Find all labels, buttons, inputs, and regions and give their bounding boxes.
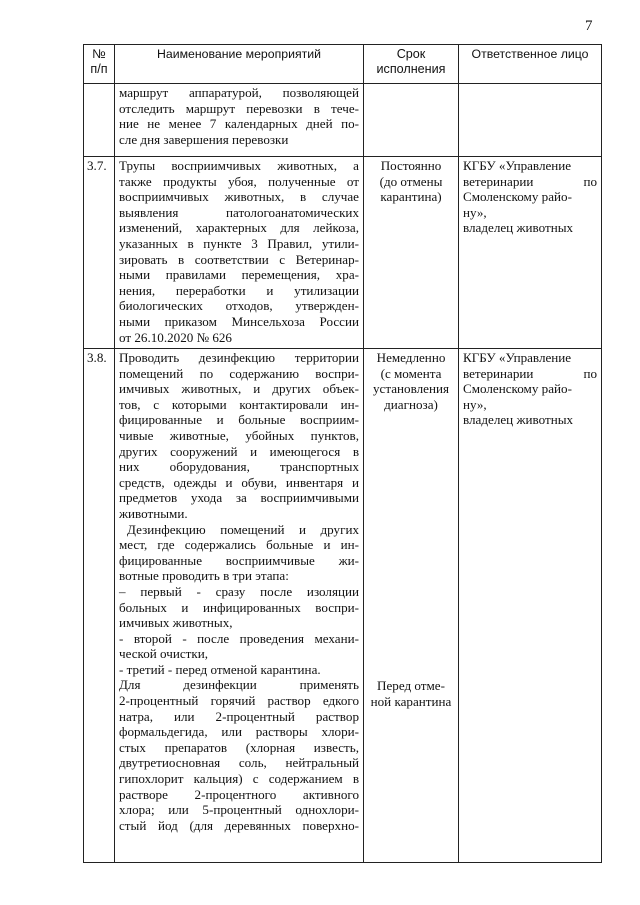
text-line: средств, одежды и обуви, инвентаря и [119, 474, 359, 490]
cell-measure-text [115, 349, 364, 863]
text-line: ными правилами перемещения, хра- [119, 267, 359, 283]
term-line: установления [373, 381, 449, 397]
text-line: – первый - сразу после изоляции [119, 583, 359, 599]
text-line: Для дезинфекции применять [119, 677, 359, 693]
responsible-line: КГБУ «Управление [463, 350, 572, 365]
text-line: помещений по содержанию воспри- [119, 365, 359, 381]
term-line: Немедленно [376, 350, 446, 365]
text-line: указанных в пункте 3 Правил, утили- [119, 235, 359, 251]
responsible-line: Смоленскому райо- [463, 189, 572, 205]
text-line: также продукты убоя, полученные от [119, 173, 359, 189]
text-line: других сооружений и имеющегося в [119, 443, 359, 459]
term-line: Постоянно [380, 158, 442, 173]
table-row-3-8 [84, 349, 602, 863]
text-line: гипохлорит кальция) с содержанием в [119, 771, 359, 787]
text-line: стых препаратов (хлорная известь, [119, 739, 359, 755]
page-number: 7 [585, 18, 593, 34]
text-line: Трупы восприимчивых животных, а [119, 158, 359, 173]
cell-number [84, 84, 115, 157]
text-line: от 26.10.2020 № 626 [119, 329, 232, 345]
header-term: Срок исполнения [364, 45, 459, 84]
header-responsible: Ответственное лицо [459, 45, 602, 84]
text-line: фицированные восприимчивые жи- [119, 552, 359, 568]
cell-number: 3.8. [84, 349, 115, 863]
responsible-line: КГБУ «Управление [463, 158, 572, 173]
cell-responsible [459, 349, 602, 863]
text-line: мест, где содержались больные и ин- [119, 537, 359, 553]
text-line: ческой очистки, [119, 646, 209, 662]
measures-table [83, 44, 602, 863]
text-line: них оборудования, транспортных [119, 459, 359, 475]
text-line: хлора; или 5-процентный однохлори- [119, 802, 359, 818]
text-line: выявления патологоанатомических [119, 204, 359, 220]
cell-term [364, 84, 459, 157]
text-line: фицированные и больные восприим- [119, 412, 359, 428]
text-line: - третий - перед отменой карантина. [119, 661, 321, 677]
cell-term [364, 349, 459, 863]
text-line: ние не менее 7 календарных дней по- [119, 116, 359, 132]
text-line: - второй - после проведения механи- [119, 630, 359, 646]
text-line: больных и инфицированных воспри- [119, 599, 359, 615]
text-line: чивые животные, убойных пунктов, [119, 427, 359, 443]
responsible-line: ветеринарии по [463, 173, 597, 189]
term-line: диагноза) [384, 396, 438, 412]
table-row-continuation [84, 84, 602, 157]
term-gap [366, 412, 456, 678]
text-line: стый йод (для деревянных поверхно- [119, 817, 359, 833]
responsible-line: владелец животных [463, 220, 574, 236]
text-line: изменений, характерных для лейкоза, [119, 220, 359, 236]
cell-responsible [459, 84, 602, 157]
text-line: имчивых животных, [119, 615, 233, 631]
text-line: Проводить дезинфекцию территории [119, 350, 359, 365]
term-line: карантина) [380, 189, 442, 205]
text-line: ными приказом Минсельхоза России [119, 313, 359, 329]
text-line: предметов ухода за восприимчивыми [119, 490, 359, 506]
cell-measure-text [115, 157, 364, 349]
table-header-row [84, 45, 602, 84]
text-line: восприимчивых животных, в случае [119, 189, 359, 205]
responsible-line: ну», [463, 204, 487, 220]
responsible-line: ну», [463, 396, 487, 412]
responsible-line: ветеринарии по [463, 365, 597, 381]
table-row-3-7 [84, 157, 602, 349]
cell-term [364, 157, 459, 349]
text-line: сле дня завершения перевозки [119, 131, 289, 147]
text-line: тов, с которыми контактировали ин- [119, 396, 359, 412]
header-name: Наименование мероприятий [115, 45, 364, 84]
term-line: Перед отме- [377, 678, 445, 694]
text-line: маршрут аппаратурой, позволяющей [119, 85, 359, 100]
text-line: формальдегида, или растворы хлори- [119, 724, 359, 740]
term-line: (до отмены [379, 173, 443, 189]
text-line: растворе 2-процентного активного [119, 786, 359, 802]
cell-measure-text [115, 84, 364, 157]
text-line: животными. [119, 505, 188, 521]
responsible-line: Смоленскому райо- [463, 381, 572, 397]
text-line: 2-процентный горячий раствор едкого [119, 693, 359, 709]
header-number: № п/п [84, 45, 115, 84]
text-line: двутретиосновная соль, нейтральный [119, 755, 359, 771]
text-line: нения, переработки и утилизации [119, 282, 359, 298]
responsible-line: владелец животных [463, 412, 574, 428]
text-line: натра, или 2-процентный раствор [119, 708, 359, 724]
text-line: Дезинфекцию помещений и других [127, 521, 359, 537]
term-line: ной карантина [370, 693, 452, 709]
text-line: зировать в соответствии с Ветеринар- [119, 251, 359, 267]
text-line: отследить маршрут перевозки в тече- [119, 100, 359, 116]
cell-number: 3.7. [84, 157, 115, 349]
text-line: биологических отходов, утвержден- [119, 298, 359, 314]
term-line: (с момента [380, 365, 442, 381]
text-line: вотные проводить в три этапа: [119, 568, 289, 584]
cell-responsible [459, 157, 602, 349]
text-line: имчивых животных, и других объек- [119, 381, 359, 397]
